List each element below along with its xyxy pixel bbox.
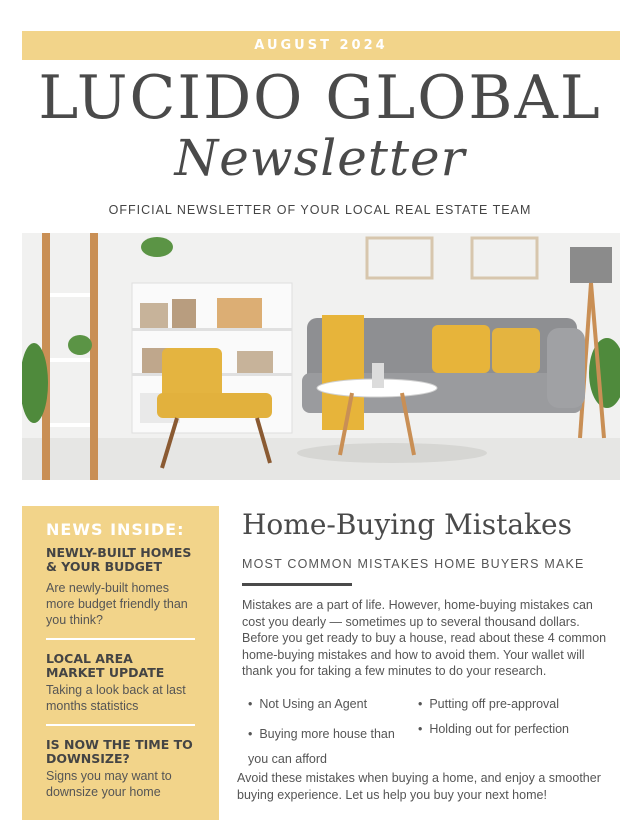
article-subtitle: MOST COMMON MISTAKES HOME BUYERS MAKE [242,557,585,571]
issue-date: AUGUST 2024 [254,38,388,53]
sidebar-divider [46,724,195,726]
sidebar-item-title: NEWLY-BUILT HOMES & YOUR BUDGET [46,545,192,574]
article-outro: Avoid these mistakes when buying a home, and enjoy a smoother buying experience. Let us help you buy your next home! [237,771,601,802]
newsletter-tagline: OFFICIAL NEWSLETTER OF YOUR LOCAL REAL ESTATE TEAM [108,203,532,217]
news-inside-sidebar [22,506,219,820]
news-inside-heading: NEWS INSIDE: [46,520,185,539]
article-title: Home-Buying Mistakes [242,508,572,541]
sidebar-item-text: Taking a look back at last months statistics [46,683,186,713]
article-body: Mistakes are a part of life. However, home-buying mistakes can cost you dearly — sometimes up to several thousand dollars. Before you get ready to buy a house, read about these 4 common home-buying mistakes and how to avoid them. Your wallet will thank you for taking a few minutes to do your research. [242,598,607,678]
hero-photo [22,233,620,480]
newsletter-title: LUCIDO GLOBAL [38,63,602,133]
list-item: • Buying more house than you can afford [248,727,395,766]
sidebar-item-title: IS NOW THE TIME TO DOWNSIZE? [46,737,193,766]
list-item: • Holding out for perfection [418,722,569,736]
title-underline [242,583,352,586]
list-item: • Not Using an Agent [248,697,368,711]
newsletter-script-title: Newsletter [174,129,466,187]
sidebar-divider [46,638,195,640]
living-room-illustration [22,233,620,480]
sidebar-item-title: LOCAL AREA MARKET UPDATE [46,651,165,680]
date-banner [22,31,620,60]
sidebar-item-text: Are newly-built homes more budget friendly than you think? [46,581,188,627]
list-item: • Putting off pre-approval [418,697,560,711]
sidebar-item-text: Signs you may want to downsize your home [46,769,172,799]
